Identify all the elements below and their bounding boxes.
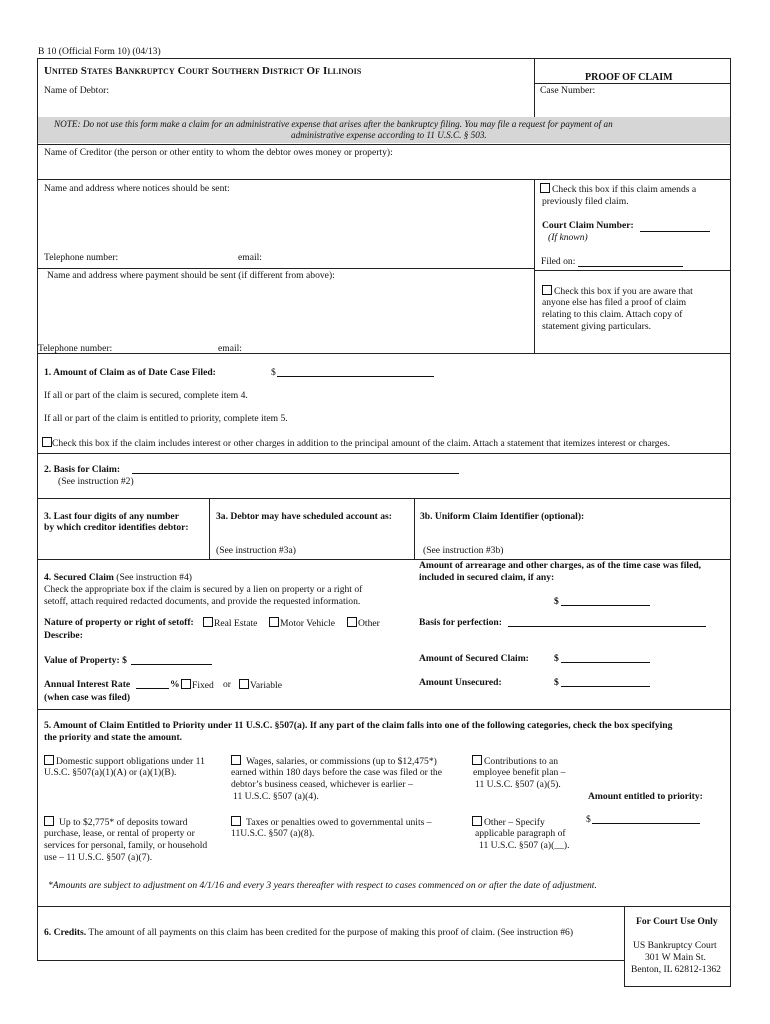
variable-option (239, 679, 282, 692)
notices-label: Name and address where notices should be sent: (44, 183, 230, 194)
p4-line-1: Up to $2,775* of deposits toward (59, 817, 188, 828)
note-line-2: administrative expense according to 11 U.S.C. § 503. (291, 130, 487, 140)
arrearage-line-2: included in secured claim, if any: (419, 572, 555, 583)
p2-line-3: debtor’s business ceased, whichever is earlier – (231, 779, 413, 790)
p3-line-3: 11 U.S.C. §507 (a)(5). (475, 779, 561, 790)
real-estate-checkbox[interactable] (203, 617, 213, 627)
other-label: Other (358, 618, 380, 629)
arrearage-line-1: Amount of arrearage and other charges, as of the time case was filed, (419, 560, 702, 571)
item1-interest-note: Check this box if the claim includes interest or other charges in addition to the principal amount of the claim. Attach a statement that itemizes interest or charges. (52, 438, 670, 449)
amount-priority-label: Amount entitled to priority: (588, 791, 703, 802)
item2-instruction: (See instruction #2) (58, 476, 134, 487)
basis-perfection-field[interactable] (508, 626, 706, 627)
filed-on-field[interactable] (578, 266, 683, 267)
case-number-label: Case Number: (540, 85, 596, 96)
domestic-support-checkbox[interactable] (44, 755, 54, 765)
describe-label: Describe: (44, 630, 83, 641)
taxes-checkbox[interactable] (231, 816, 241, 826)
p4-line-4: use – 11 U.S.C. §507 (a)(7). (44, 852, 153, 863)
p5-line-1: Taxes or penalties owed to governmental units – (246, 817, 432, 828)
p4-line-3: services for personal, family, or household (44, 840, 208, 851)
item4-heading (44, 572, 192, 584)
court-claim-label: Court Claim Number: (542, 220, 634, 231)
annual-rate-label: Annual Interest Rate (44, 679, 131, 690)
interest-checkbox-row (42, 437, 670, 450)
item6-text: The amount of all payments on this claim has been credited for the purpose of making this proof of claim. (See instruction #6) (86, 927, 574, 938)
amends-checkbox-row (540, 183, 696, 196)
fixed-label: Fixed (192, 680, 214, 691)
court-name: US Bankruptcy Court (633, 940, 717, 951)
item1-label: 1. Amount of Claim as of Date Case Filed: (44, 367, 216, 378)
amount-secured-label: Amount of Secured Claim: (419, 653, 529, 664)
item3a-instruction: (See instruction #3a) (216, 545, 296, 556)
contributions-checkbox[interactable] (472, 755, 482, 765)
telephone-label: Telephone number: (44, 252, 119, 263)
note-line-1: NOTE: Do not use this form make a claim for an administrative expense that arises after the bankruptcy filing. You may file a request for payment of an (54, 119, 613, 129)
item3b-label: 3b. Uniform Claim Identifier (optional): (420, 511, 585, 522)
court-claim-number-field[interactable] (640, 231, 710, 232)
motor-vehicle-option (269, 617, 335, 630)
amends-line-1: Check this box if this claim amends a (552, 184, 697, 195)
real-estate-label: Real Estate (214, 618, 258, 629)
if-known-note: (If known) (548, 232, 588, 243)
item1-dollar: $ (271, 367, 276, 378)
basis-for-claim-field[interactable] (132, 473, 459, 474)
or-word: or (223, 679, 231, 690)
item1-priority-note: If all or part of the claim is entitled to priority, complete item 5. (44, 413, 288, 424)
arrearage-dollar: $ (554, 596, 559, 607)
adjustment-note: *Amounts are subject to adjustment on 4/1/16 and every 3 years thereafter with respect to cases commenced on or after the date of adjustment. (48, 880, 597, 891)
p2-line-4: 11 U.S.C. §507 (a)(4). (233, 791, 319, 802)
aware-line-2: anyone else has filed a proof of claim (542, 297, 687, 308)
fixed-checkbox[interactable] (181, 679, 191, 689)
other-option (347, 617, 380, 630)
p3-line-1: Contributions to an (484, 756, 559, 767)
item6-label: 6. Credits. (44, 927, 87, 938)
p4-line-2: purchase, lease, or rental of property or (44, 828, 195, 839)
payment-address-label: Name and address where payment should be sent (if different from above): (47, 270, 335, 281)
item5-line-2: the priority and state the amount. (44, 732, 183, 743)
aware-checkbox[interactable] (542, 285, 552, 295)
percent-sign: % (170, 679, 180, 690)
priority-amount-field[interactable] (592, 823, 700, 824)
other-checkbox[interactable] (347, 617, 357, 627)
motor-vehicle-label: Motor Vehicle (280, 618, 335, 629)
fixed-option (181, 679, 214, 692)
item4-line-1: Check the appropriate box if the claim is secured by a lien on property or a right of (44, 584, 363, 595)
interest-rate-field[interactable] (136, 688, 169, 689)
p3-line-2: employee benefit plan – (473, 767, 566, 778)
item3b-instruction: (See instruction #3b) (423, 545, 504, 556)
aware-line-1: Check this box if you are aware that (554, 286, 693, 297)
form-id: B 10 (Official Form 10) (04/13) (38, 46, 161, 57)
item2-label: 2. Basis for Claim: (44, 464, 121, 475)
nature-label: Nature of property or right of setoff: (44, 617, 194, 628)
p6-line-1: Other – Specify (484, 817, 545, 828)
claim-amount-field[interactable] (277, 376, 434, 377)
priority-dollar: $ (586, 814, 591, 825)
unsecured-amount-field[interactable] (561, 686, 650, 687)
arrearage-amount-field[interactable] (561, 605, 650, 606)
value-property-label: Value of Property: $ (44, 655, 127, 666)
p6-line-2: applicable paragraph of (475, 828, 566, 839)
email-label-2: email: (218, 343, 242, 354)
item3-line-1: 3. Last four digits of any number (44, 511, 179, 522)
amends-line-2: previously filed claim. (542, 196, 629, 207)
item5-line-1: 5. Amount of Claim Entitled to Priority under 11 U.S.C. §507(a). If any part of the claim falls into one of the following categories, check the box specifying (44, 720, 673, 731)
item3-line-2: by which creditor identifies debtor: (44, 522, 189, 533)
court-street: 301 W Main St. (645, 952, 706, 963)
deposits-checkbox[interactable] (44, 816, 54, 826)
unsecured-dollar: $ (554, 677, 559, 688)
proof-title: PROOF OF CLAIM (585, 72, 673, 83)
p1-line-1: Domestic support obligations under 11 (56, 756, 205, 767)
court-use-title: For Court Use Only (636, 916, 718, 927)
motor-vehicle-checkbox[interactable] (269, 617, 279, 627)
p2-line-2: earned within 180 days before the case was filed or the (231, 767, 442, 778)
secured-dollar: $ (554, 653, 559, 664)
item6-row (44, 927, 573, 939)
creditor-label: Name of Creditor (the person or other entity to whom the debtor owes money or property): (44, 147, 393, 158)
email-label: email: (238, 252, 262, 263)
p6-line-3: 11 U.S.C. §507 (a)(__). (479, 840, 570, 851)
variable-checkbox[interactable] (239, 679, 249, 689)
value-property-field[interactable] (131, 664, 212, 665)
p1-line-2: U.S.C. §507(a)(1)(A) or (a)(1)(B). (44, 767, 177, 778)
secured-amount-field[interactable] (561, 662, 650, 663)
other-priority-checkbox[interactable] (472, 816, 482, 826)
wages-checkbox[interactable] (231, 755, 241, 765)
debtor-label: Name of Debtor: (44, 85, 110, 96)
item3a-label: 3a. Debtor may have scheduled account as: (216, 511, 392, 522)
basis-perfection-label: Basis for perfection: (419, 617, 502, 628)
aware-line-4: statement giving particulars. (542, 321, 651, 332)
court-title: United States Bankruptcy Court Southern District Of Illinois (44, 65, 362, 77)
item1-secured-note: If all or part of the claim is secured, complete item 4. (44, 390, 248, 401)
item4-line-2: setoff, attach required redacted documents, and provide the requested information. (44, 596, 361, 607)
item4-instruction: (See instruction #4) (113, 572, 192, 583)
amount-unsecured-label: Amount Unsecured: (419, 677, 502, 688)
filed-on-label: Filed on: (541, 256, 576, 267)
court-city: Benton, IL 62812-1362 (631, 964, 721, 975)
p2-line-1: Wages, salaries, or commissions (up to $12,475*) (246, 756, 437, 767)
item4-title: 4. Secured Claim (44, 572, 114, 583)
telephone-label-2: Telephone number: (38, 343, 113, 354)
amends-checkbox[interactable] (540, 183, 550, 193)
interest-checkbox[interactable] (42, 437, 52, 447)
when-filed-note: (when case was filed) (44, 692, 131, 703)
variable-label: Variable (250, 680, 282, 691)
aware-line-3: relating to this claim. Attach copy of (542, 309, 683, 320)
p5-line-2: 11U.S.C. §507 (a)(8). (231, 828, 315, 839)
real-estate-option (203, 617, 257, 630)
